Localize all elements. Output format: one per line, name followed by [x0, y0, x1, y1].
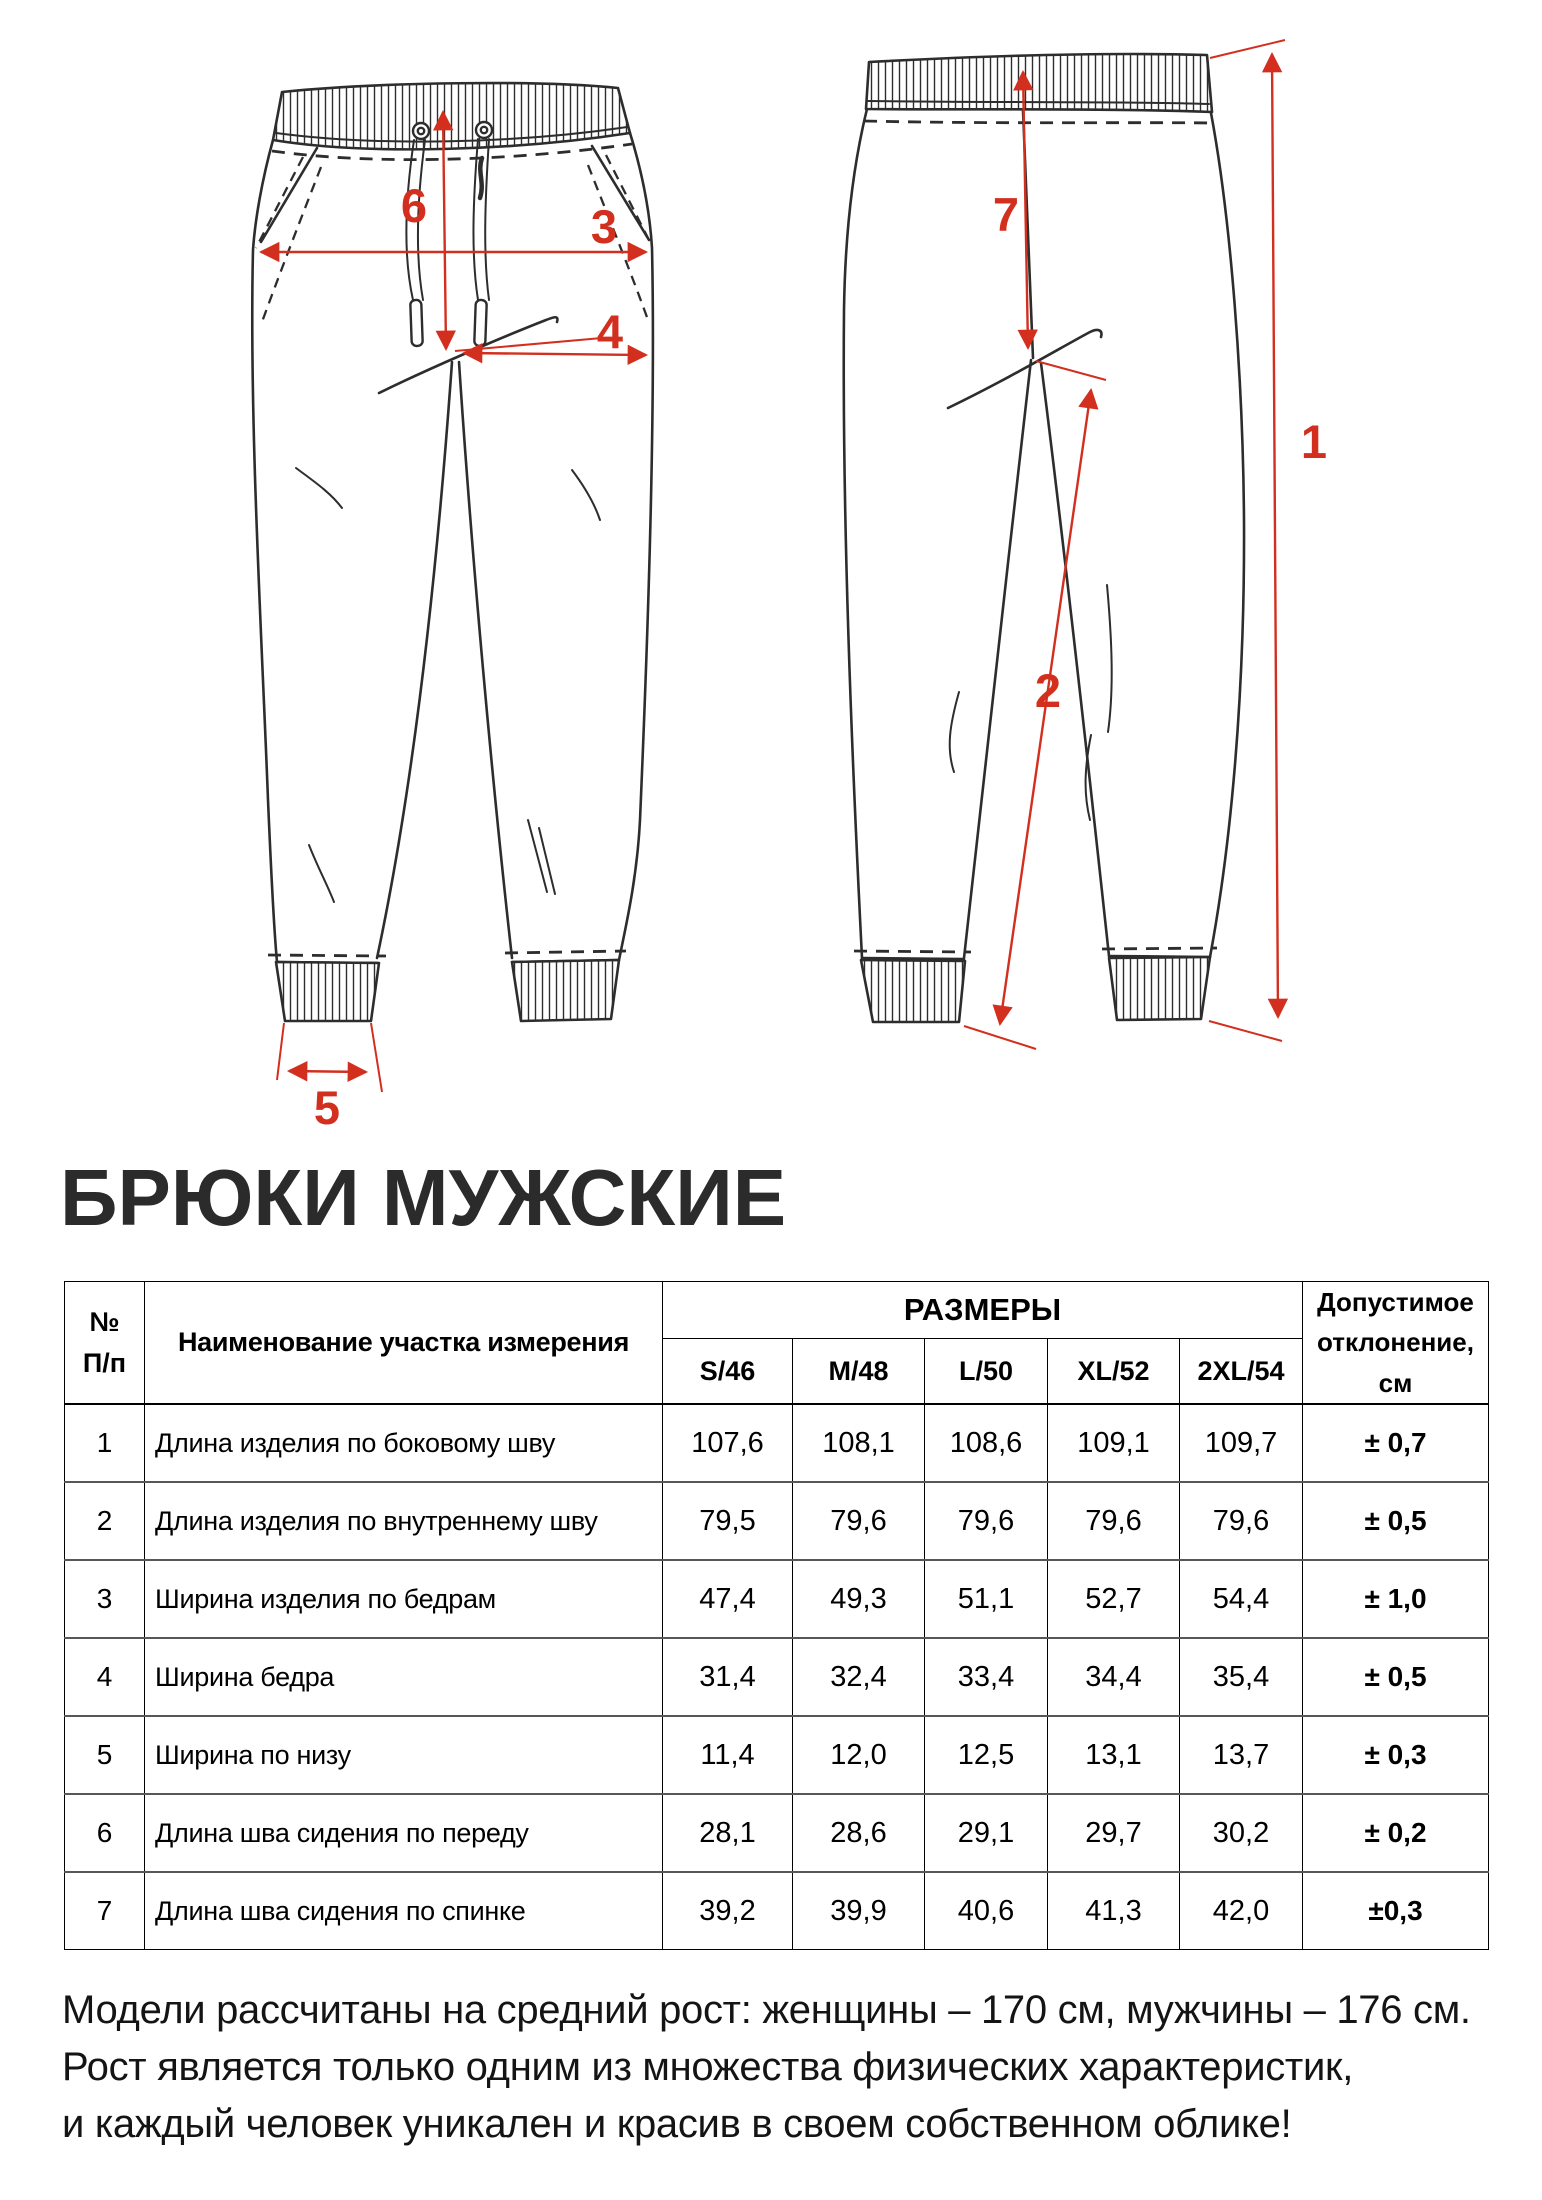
cell-value: 41,3 — [1048, 1872, 1180, 1950]
table-header-row-1 — [65, 1282, 1489, 1339]
cell-value: 109,1 — [1048, 1404, 1180, 1482]
col-header-tolerance: Допустимое отклонение, см — [1303, 1282, 1489, 1405]
cell-value: 47,4 — [663, 1560, 793, 1638]
size-header-2xl54: 2XL/54 — [1180, 1339, 1303, 1405]
back-crotch-seam — [948, 330, 1101, 408]
cell-number: 7 — [65, 1872, 145, 1950]
cell-value: 11,4 — [663, 1716, 793, 1794]
cell-value: 29,1 — [925, 1794, 1048, 1872]
cell-measurement-name: Длина шва сидения по переду — [145, 1794, 663, 1872]
col-header-measurement-name: Наименование участка измерения — [145, 1282, 663, 1405]
table-row — [65, 1716, 1489, 1794]
front-right-cuff — [512, 960, 619, 1021]
cell-value: 33,4 — [925, 1638, 1048, 1716]
front-waistband — [273, 83, 630, 149]
table-row — [65, 1638, 1489, 1716]
size-header-xl52: XL/52 — [1048, 1339, 1180, 1405]
dim-label-4: 4 — [596, 305, 624, 358]
cell-value: 32,4 — [793, 1638, 925, 1716]
cell-number: 2 — [65, 1482, 145, 1560]
dim-label-3: 3 — [590, 200, 618, 253]
table-row — [65, 1872, 1489, 1950]
cell-tolerance: ± 1,0 — [1303, 1560, 1489, 1638]
cell-value: 12,5 — [925, 1716, 1048, 1794]
cell-tolerance: ± 0,2 — [1303, 1794, 1489, 1872]
left-pocket — [261, 148, 317, 242]
cell-tolerance: ± 0,7 — [1303, 1404, 1489, 1482]
cell-number: 5 — [65, 1716, 145, 1794]
cell-tolerance: ± 0,3 — [1303, 1716, 1489, 1794]
front-left-cuff — [276, 962, 379, 1021]
cell-value: 28,1 — [663, 1794, 793, 1872]
cell-value: 79,6 — [1048, 1482, 1180, 1560]
cell-number: 1 — [65, 1404, 145, 1482]
left-aglet — [410, 300, 423, 346]
footer-line: и каждый человек уникален и красив в своем собственном облике! — [62, 2102, 1292, 2146]
cell-value: 40,6 — [925, 1872, 1048, 1950]
cell-value: 79,6 — [793, 1482, 925, 1560]
cell-value: 108,1 — [793, 1404, 925, 1482]
cell-value: 107,6 — [663, 1404, 793, 1482]
table-row — [65, 1794, 1489, 1872]
cell-value: 13,7 — [1180, 1716, 1303, 1794]
footer-line: Рост является только одним из множества физических характеристик, — [62, 2045, 1354, 2089]
cell-number: 4 — [65, 1638, 145, 1716]
cell-tolerance: ± 0,5 — [1303, 1638, 1489, 1716]
cell-measurement-name: Длина изделия по внутреннему шву — [145, 1482, 663, 1560]
col-header-number — [65, 1282, 145, 1405]
cell-measurement-name: Длина изделия по боковому шву — [145, 1404, 663, 1482]
number-header-bottom: П/п — [82, 1347, 127, 1378]
cell-value: 49,3 — [793, 1560, 925, 1638]
footer-note — [62, 1982, 1471, 2153]
cell-measurement-name: Ширина по низу — [145, 1716, 663, 1794]
right-drawstring — [473, 139, 478, 300]
cell-number: 3 — [65, 1560, 145, 1638]
cell-value: 39,9 — [793, 1872, 925, 1950]
cell-value: 79,6 — [925, 1482, 1048, 1560]
table-row — [65, 1482, 1489, 1560]
cell-value: 39,2 — [663, 1872, 793, 1950]
cell-value: 29,7 — [1048, 1794, 1180, 1872]
cell-value: 109,7 — [1180, 1404, 1303, 1482]
dim-label-7: 7 — [992, 188, 1020, 241]
cell-tolerance: ±0,3 — [1303, 1872, 1489, 1950]
table-row — [65, 1404, 1489, 1482]
cell-measurement-name: Ширина изделия по бедрам — [145, 1560, 663, 1638]
cell-value: 52,7 — [1048, 1560, 1180, 1638]
cell-value: 35,4 — [1180, 1638, 1303, 1716]
back-right-cuff — [1109, 957, 1210, 1020]
cell-tolerance: ± 0,5 — [1303, 1482, 1489, 1560]
cell-value: 79,5 — [663, 1482, 793, 1560]
footer-line: Модели рассчитаны на средний рост: женщины – 170 см, мужчины – 176 см. — [62, 1988, 1471, 2032]
cell-value: 51,1 — [925, 1560, 1048, 1638]
back-left-cuff — [861, 960, 965, 1022]
cell-measurement-name: Длина шва сидения по спинке — [145, 1872, 663, 1950]
dim-label-5: 5 — [313, 1081, 341, 1134]
cell-value: 79,6 — [1180, 1482, 1303, 1560]
dim-label-1: 1 — [1300, 415, 1328, 468]
cell-value: 108,6 — [925, 1404, 1048, 1482]
page-title: БРЮКИ МУЖСКИЕ — [60, 1153, 787, 1242]
cell-number: 6 — [65, 1794, 145, 1872]
dim-label-2: 2 — [1034, 664, 1062, 717]
cell-value: 12,0 — [793, 1716, 925, 1794]
back-waist-stitch — [864, 121, 1213, 123]
size-header-s46: S/46 — [663, 1339, 793, 1405]
back-view — [844, 40, 1327, 1049]
dim-leg-opening — [289, 1071, 366, 1072]
cell-value: 30,2 — [1180, 1794, 1303, 1872]
col-header-sizes: РАЗМЕРЫ — [663, 1282, 1303, 1339]
size-header-m48: M/48 — [793, 1339, 925, 1405]
cell-value: 31,4 — [663, 1638, 793, 1716]
front-crotch-seam — [379, 317, 557, 393]
cell-measurement-name: Ширина бедра — [145, 1638, 663, 1716]
size-chart-table — [64, 1281, 1489, 1950]
table-row — [65, 1560, 1489, 1638]
right-aglet — [474, 300, 487, 346]
cell-value: 42,0 — [1180, 1872, 1303, 1950]
dim-label-6: 6 — [400, 179, 428, 232]
cell-value: 34,4 — [1048, 1638, 1180, 1716]
cell-value: 28,6 — [793, 1794, 925, 1872]
number-header-top: № — [89, 1307, 120, 1337]
dim-side-length — [1272, 54, 1278, 1017]
front-view — [252, 83, 653, 1134]
size-header-l50: L/50 — [925, 1339, 1048, 1405]
cell-value: 13,1 — [1048, 1716, 1180, 1794]
cell-value: 54,4 — [1180, 1560, 1303, 1638]
